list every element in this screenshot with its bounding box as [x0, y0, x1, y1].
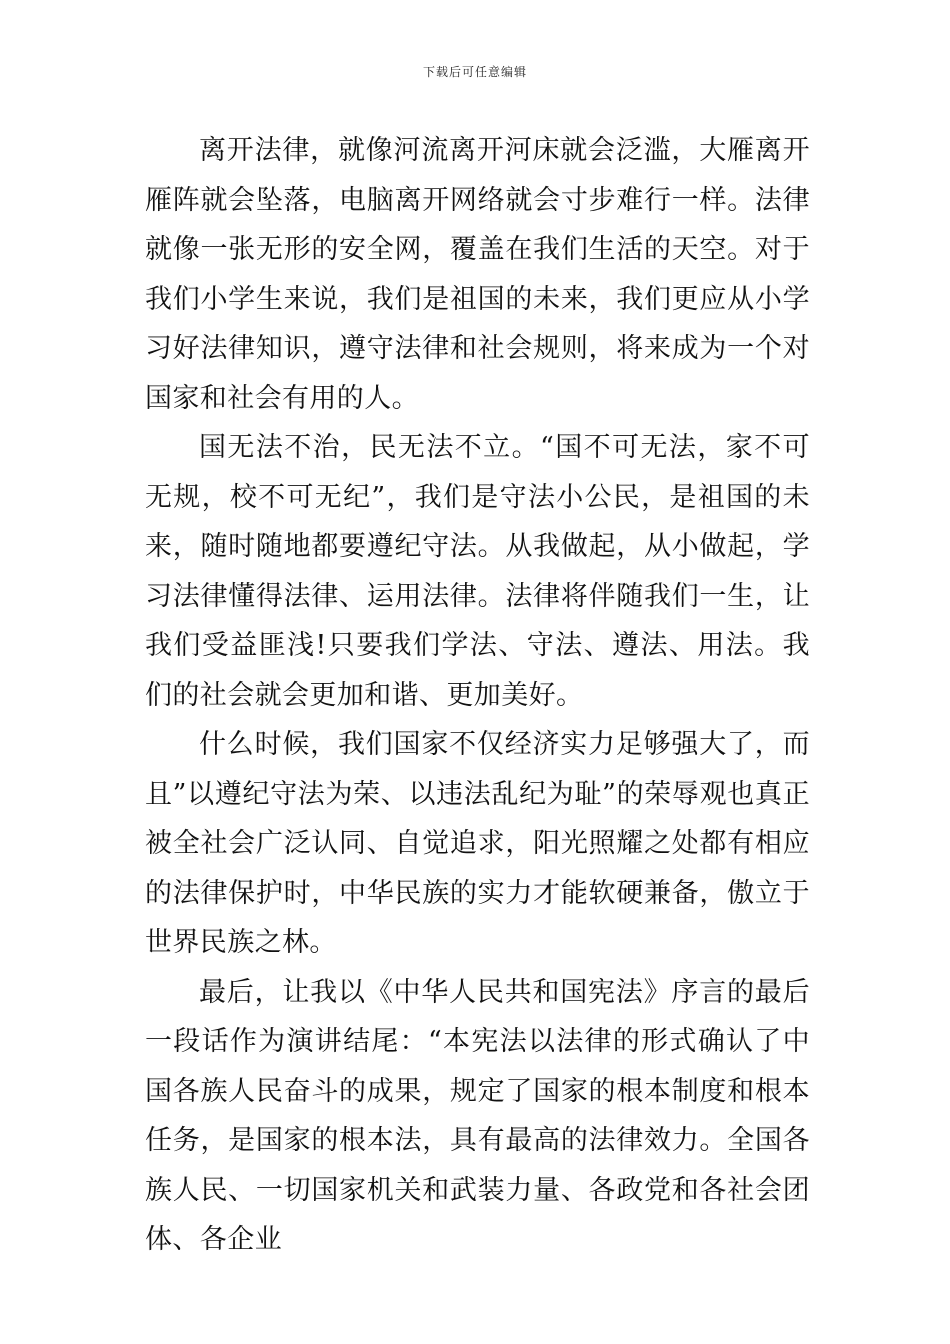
document-body — [145, 126, 810, 1265]
page-header-note: 下载后可任意编辑 — [422, 65, 527, 79]
paragraph-3: 什么时候，我们国家不仅经济实力足够强大了，而且”以遵纪守法为荣、以违法乱纪为耻”的荣辱观也真正被全社会广泛认同、自觉追求，阳光照耀之处都有相应的法律保护时，中华民族的实力才能软硬兼备，傲立于世界民族之林。 — [145, 729, 810, 958]
paragraph-2: 国无法不治，民无法不立。“国不可无法，家不可无规，校不可无纪”，我们是守法小公民，是祖国的未来，随时随地都要遵纪守法。从我做起，从小做起，学习法律懂得法律、运用法律。法律将伴随我们一生，让我们受益匪浅!只要我们学法、守法、遵法、用法。我们的社会就会更加和谐、更加美好。 — [145, 432, 810, 711]
paragraph-1: 离开法律，就像河流离开河床就会泛滥，大雁离开雁阵就会坠落，电脑离开网络就会寸步难行一样。法律就像一张无形的安全网，覆盖在我们生活的天空。对于我们小学生来说，我们是祖国的未来，我们更应从小学习好法律知识，遵守法律和社会规则，将来成为一个对国家和社会有用的人。 — [145, 135, 810, 414]
paragraph-4: 最后，让我以《中华人民共和国宪法》序言的最后一段话作为演讲结尾：“本宪法以法律的形式确认了中国各族人民奋斗的成果，规定了国家的根本制度和根本任务，是国家的根本法，具有最高的法律效力。全国各族人民、一切国家机关和武装力量、各政党和各社会团体、各企业 — [145, 976, 810, 1255]
